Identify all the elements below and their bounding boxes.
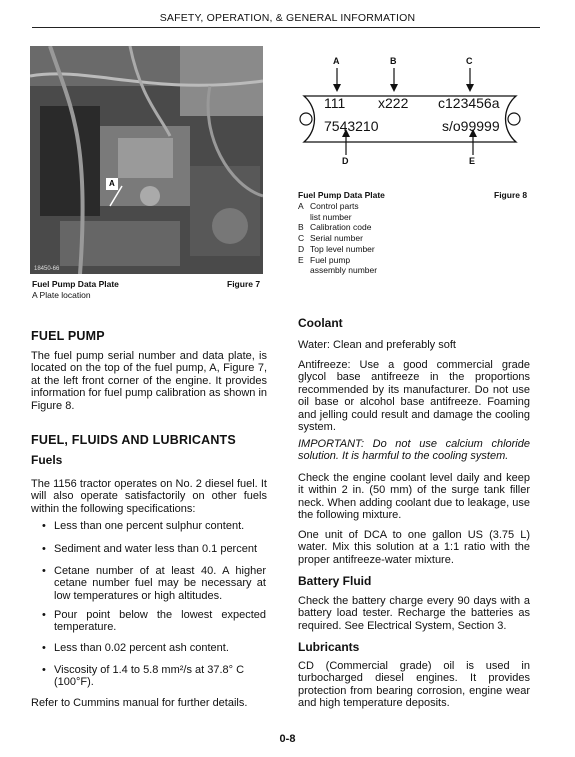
- engine-photo: [30, 46, 263, 274]
- lubricants-text: CD (Commercial grade) oil is used in turbocharged diesel engines. It provides protection from bearing corrosion, engine wear and high temperature deposits.: [298, 660, 530, 710]
- fuel-pump-heading: FUEL PUMP: [31, 329, 105, 343]
- spec-bullet: • Pour point below the lowest expected temperature.: [42, 609, 266, 634]
- lubricants-heading: Lubricants: [298, 640, 360, 654]
- fuels-text: The 1156 tractor operates on No. 2 diesel fuel. It will also operate satisfactorily on other fuels within the following specifications:: [31, 478, 267, 515]
- calibration-code: x222: [378, 95, 409, 111]
- legend-item: E Fuel pump: [298, 254, 351, 265]
- water-text: Water: Clean and preferably soft: [298, 339, 456, 351]
- callout-a: A: [333, 56, 340, 66]
- callout-e: E: [469, 156, 476, 166]
- top-level-number: 7543210: [324, 118, 379, 134]
- legend-item: C Serial number: [298, 233, 363, 244]
- figure8-label: Figure 8: [494, 190, 528, 200]
- page-header: SAFETY, OPERATION, & GENERAL INFORMATION: [159, 12, 416, 24]
- header-rule: [32, 27, 540, 28]
- battery-heading: Battery Fluid: [298, 574, 372, 588]
- photo-id: 18450-66: [34, 266, 60, 272]
- callout-b: B: [390, 56, 397, 66]
- antifreeze-text: Antifreeze: Use a good commercial grade glycol base antifreeze in the proportions recommended by its manufacturer. Do not use oil base or alcohol base antifreeze. Foaming and jelling could result and damage the cooling system.: [298, 359, 530, 434]
- figure7-item: A Plate location: [32, 290, 91, 300]
- legend-item: D Top level number: [298, 243, 375, 254]
- legend-item: list number: [310, 211, 352, 222]
- legend-item: assembly number: [310, 265, 378, 276]
- battery-text: Check the battery charge every 90 days with a battery load tester. Recharge the batteries as required. See Electrical System, Section 3.: [298, 595, 530, 632]
- refer-text: Refer to Cummins manual for further details.: [31, 697, 248, 709]
- engine-photo-drawing: [30, 46, 263, 274]
- serial-number: c123456a: [438, 95, 500, 111]
- coolant-check-text: Check the engine coolant level daily and keep it within 2 in. (50 mm) of the surge tank filler neck. When adding coolant due to leakage, use the following mixture.: [298, 472, 530, 522]
- data-plate-diagram: [290, 56, 530, 166]
- page-number: 0-8: [279, 733, 296, 745]
- spec-bullet: • Less than one percent sulphur content.: [42, 520, 245, 532]
- callout-c: C: [466, 56, 473, 66]
- spec-bullet: • Sediment and water less than 0.1 percent: [42, 543, 258, 555]
- spec-bullet: • Cetane number of at least 40. A higher cetane number fuel may be necessary at low temperatures or high altitudes.: [42, 565, 266, 602]
- figure8-caption-title: Fuel Pump Data Plate: [298, 190, 385, 200]
- pump-assembly-number: s/o99999: [442, 118, 500, 134]
- coolant-heading: Coolant: [298, 316, 343, 330]
- dca-text: One unit of DCA to one gallon US (3.75 L) water. Mix this solution at a 1:1 ratio with the proper antifreeze-water mixture.: [298, 529, 530, 566]
- important-notice: IMPORTANT: Do not use calcium chloride solution. It is harmful to the cooling system.: [298, 438, 530, 463]
- fuel-fluids-heading: FUEL, FLUIDS AND LUBRICANTS: [31, 433, 236, 447]
- spec-bullet: • Less than 0.02 percent ash content.: [42, 642, 229, 654]
- legend-item: A Control parts: [298, 201, 359, 211]
- fuels-heading: Fuels: [31, 453, 63, 467]
- callout-d: D: [342, 156, 349, 166]
- control-parts-number: 111: [324, 95, 346, 111]
- fuel-pump-text: The fuel pump serial number and data plate, is located on the top of the fuel pump, A, Figure 7, at the left front corner of the engine. It provides information for fuel pump calibration as shown in Figure 8.: [31, 350, 268, 412]
- plate-location-callout: A: [109, 179, 115, 188]
- figure7-caption-title: Fuel Pump Data Plate: [32, 279, 119, 289]
- spec-bullet: • Viscosity of 1.4 to 5.8 mm²/s at 37.8° C (100°F).: [42, 664, 245, 689]
- legend-item: B Calibration code: [298, 222, 372, 233]
- figure7-label: Figure 7: [227, 279, 261, 289]
